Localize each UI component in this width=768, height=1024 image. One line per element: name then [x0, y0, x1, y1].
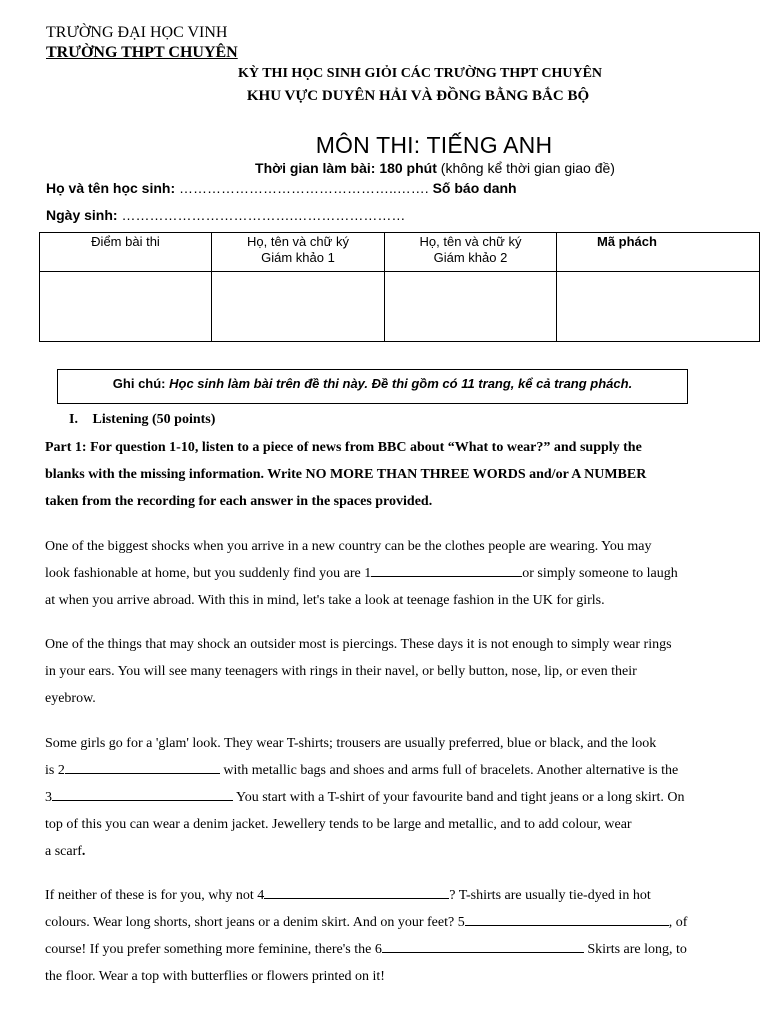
passage-line: at when you arrive abroad. With this in mind, let's take a look at teenage fashion in the UK for girls.: [45, 593, 605, 608]
exam-time: [0, 160, 768, 176]
passage-text: course! If you prefer something more feminine, there's the 6: [45, 942, 382, 957]
passage-line: [45, 560, 735, 587]
answer-blank-1[interactable]: [371, 563, 522, 577]
passage-text: ? T-shirts are usually tie-dyed in hot: [449, 888, 651, 903]
passage-paragraph-3: [45, 730, 735, 865]
passage-text: is 2: [45, 763, 65, 778]
passage-text: with metallic bags and shoes and arms full of bracelets. Another alternative is the: [219, 763, 679, 778]
section-heading: [69, 412, 215, 428]
passage-text: or simply someone to laugh: [522, 566, 678, 581]
note-box: [57, 369, 688, 404]
answer-blank-3[interactable]: [52, 787, 233, 801]
passage-line: in your ears. You will see many teenagers with rings in their navel, or belly button, nose, lip, or even their: [45, 664, 637, 679]
instruction-line: Part 1: For question 1-10, listen to a piece of news from BBC about “What to wear?” and supply the: [45, 440, 642, 455]
passage-paragraph-1: [45, 533, 735, 614]
time-label: Thời gian làm bài: 180 phút: [255, 160, 437, 176]
section-number: I.: [69, 412, 78, 427]
student-name-field[interactable]: ………………………………………..…….: [179, 180, 429, 196]
passage-line: top of this you can wear a denim jacket. Jewellery tends to be large and metallic, and to add colour, wear: [45, 817, 632, 832]
examiner2-header: [385, 233, 557, 272]
passage-line: Some girls go for a 'glam' look. They wear T-shirts; trousers are usually preferred, blue or black, and the look: [45, 736, 657, 751]
passage-line: [45, 838, 735, 865]
score-cell[interactable]: [40, 272, 212, 342]
exam-title-line1: KỲ THI HỌC SINH GIỎI CÁC TRƯỜNG THPT CHUYÊN: [237, 66, 603, 81]
answer-blank-4[interactable]: [264, 885, 449, 899]
dob-line: [46, 207, 405, 223]
passage-text: You start with a T-shirt of your favourite band and tight jeans or a long skirt. On: [233, 790, 685, 805]
passage-text: 3: [45, 790, 52, 805]
passage-text: a scarf: [45, 844, 82, 859]
passage-line: [45, 882, 735, 909]
score-header: Điểm bài thi: [40, 233, 212, 272]
part1-instructions: [45, 434, 735, 515]
dob-label: Ngày sinh:: [46, 207, 118, 223]
school-name: TRƯỜNG THPT CHUYÊN: [46, 44, 238, 61]
student-name-line: [46, 180, 517, 196]
passage-text: look fashionable at home, but you suddenly find you are 1: [45, 566, 372, 581]
instruction-line: taken from the recording for each answer in the spaces provided.: [45, 494, 433, 509]
note-label: Ghi chú:: [112, 376, 166, 391]
passage-line: One of the things that may shock an outsider most is piercings. These days it is not enough to simply wear rings: [45, 637, 672, 652]
note-text: Học sinh làm bài trên đề thi này. Đề thi gồm có 11 trang, kể cả trang phách.: [169, 376, 633, 391]
student-id-label: Số báo danh: [432, 180, 517, 196]
section-title: Listening (50 points): [92, 412, 216, 427]
answer-blank-6[interactable]: [382, 939, 584, 953]
passage-line: [45, 757, 735, 784]
passage-line: [45, 909, 735, 936]
instruction-line: blanks with the missing information. Write NO MORE THAN THREE WORDS and/or A NUMBER: [45, 467, 647, 482]
passage-text: .: [81, 844, 86, 859]
passage-text: , of: [668, 915, 688, 930]
passage-line: One of the biggest shocks when you arrive in a new country can be the clothes people are wearing. You may: [45, 539, 652, 554]
answer-blank-2[interactable]: [65, 760, 220, 774]
examiner1-cell[interactable]: [212, 272, 385, 342]
passage-text: If neither of these is for you, why not 4: [45, 888, 265, 903]
examiner2-cell[interactable]: [385, 272, 557, 342]
time-note: (không kể thời gian giao đề): [440, 160, 615, 176]
passage-line: [45, 936, 735, 963]
examiner2-header-text: Họ, tên và chữ ký Giám khảo 2: [419, 234, 522, 265]
passage-line: eyebrow.: [45, 691, 96, 706]
examiner1-header: [212, 233, 385, 272]
passage-line: [45, 784, 735, 811]
code-header: Mã phách: [557, 233, 760, 272]
passage-text: colours. Wear long shorts, short jeans or a denim skirt. And on your feet? 5: [45, 915, 465, 930]
code-cell[interactable]: [557, 272, 760, 342]
subject-title: MÔN THI: TIẾNG ANH: [315, 132, 553, 158]
passage-paragraph-2: [45, 631, 735, 712]
score-table: [39, 232, 760, 342]
passage-line: the floor. Wear a top with butterflies or flowers printed on it!: [45, 969, 385, 984]
student-name-label: Họ và tên học sinh:: [46, 180, 176, 196]
passage-paragraph-4: [45, 882, 735, 990]
passage-text: Skirts are long, to: [583, 942, 687, 957]
exam-title-line2: KHU VỰC DUYÊN HẢI VÀ ĐỒNG BẰNG BẮC BỘ: [246, 88, 590, 104]
university-name: TRƯỜNG ĐẠI HỌC VINH: [46, 24, 228, 41]
answer-blank-5[interactable]: [465, 912, 669, 926]
examiner1-header-text: Họ, tên và chữ ký Giám khảo 1: [247, 234, 349, 265]
dob-field[interactable]: ……………………………….……………………: [121, 207, 406, 223]
